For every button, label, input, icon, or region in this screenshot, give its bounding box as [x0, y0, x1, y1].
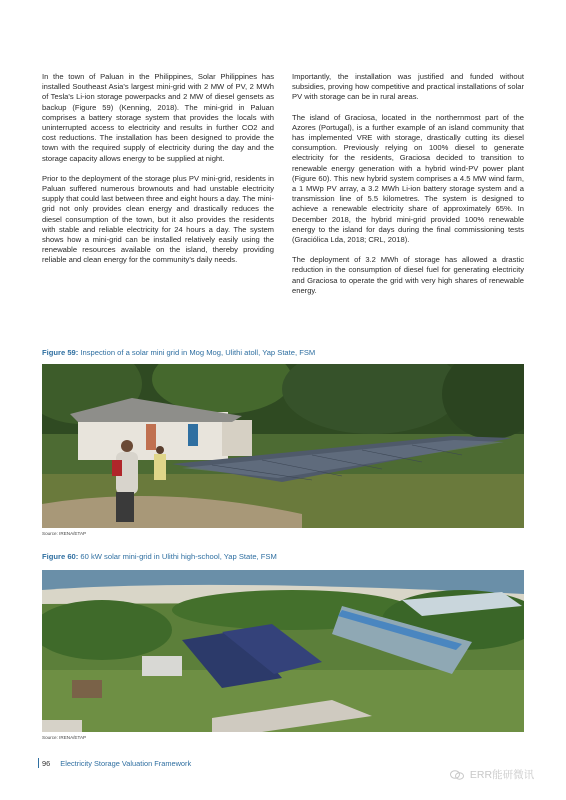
figure-caption-text: Inspection of a solar mini grid in Mog Mog, Ulithi atoll, Yap State, FSM	[80, 348, 316, 357]
paragraph: Prior to the deployment of the storage plus PV mini-grid, residents in Paluan suffered numerous brownouts and had unstable electricity supply that could last between three and eight hours a day. The mini-grid not only provides clean energy and drastically reduces the diesel consumption of the town, but it also provides the residents with stable and reliable electricity for 24 hours a day. The system shows how a mini-grid can be installed relatively easily using the renewable resources available on the island, thereby providing reliable and clean energy for the community's daily needs.	[42, 173, 274, 265]
footer-divider	[38, 758, 39, 768]
figure-60-caption	[42, 552, 277, 562]
paragraph: The deployment of 3.2 MWh of storage has allowed a drastic reduction in the consumption of diesel fuel for generating electricity and Graciosa to operate the grid with very high shares of renewable energy.	[292, 255, 524, 295]
figure-label: Figure 60:	[42, 552, 79, 561]
figure-60-source: Source: IRENA/ETAP	[42, 735, 87, 740]
wechat-icon	[450, 770, 464, 780]
figure-label: Figure 59:	[42, 348, 79, 357]
figure-caption-text: 60 kW solar mini-grid in Ulithi high-school, Yap State, FSM	[80, 552, 277, 561]
paragraph: Importantly, the installation was justified and funded without subsidies, proving how competitive and practical installations of solar PV with storage can be in rural areas.	[292, 72, 524, 102]
page-footer	[42, 759, 191, 768]
page-number: 96	[42, 759, 51, 768]
figure-59-caption	[42, 348, 315, 358]
figure-59-photo	[42, 364, 524, 528]
right-text-column	[292, 72, 524, 306]
footer-title: Electricity Storage Valuation Framework	[60, 759, 192, 768]
figure-60-photo	[42, 570, 524, 732]
paragraph: In the town of Paluan in the Philippines, Solar Philippines has installed Southeast Asia's largest mini-grid with 2 MW of PV, 2 MWh of Tesla's Li-ion storage powerpacks and 2 MW of diesel gensets as backup (Figure 59) (Kenning, 2018). The mini-grid in Paluan comprises a battery storage system that provides the locals with uninterrupted access to electricity and results in further CO2 and cost reductions. The installation has been designed to provide the town with the required supply of electricity during the day and the storage capacity allows energy to be supplied at night.	[42, 72, 274, 163]
watermark	[450, 767, 534, 782]
figure-59-source: Source: IRENA/ETAP	[42, 531, 87, 536]
paragraph: The island of Graciosa, located in the northernmost part of the Azores (Portugal), is a further example of an island community that has implemented VRE with storage, drastically cutting its diesel consumption. Previously relying on 100% diesel to generate electricity for the residents, Graciosa decided to transition to renewable energy generation with a hybrid wind-PV power plant (Figure 60). This new hybrid system comprises a 4.5 MW wind farm, a 1 MWp PV array, a 3.2 MWh Li-ion battery storage system and a transmission line of 5.5 kilometres. The system is designed to achieve a renewable electricity share of approximately 65%. In December 2018, the hybrid mini-grid provided 100% renewable energy to the island for days during the final commissioning tests (Graciólica Lda, 2018; CRL, 2018).	[292, 112, 524, 245]
watermark-text: ERR能研微讯	[469, 769, 535, 781]
left-text-column	[42, 72, 274, 276]
